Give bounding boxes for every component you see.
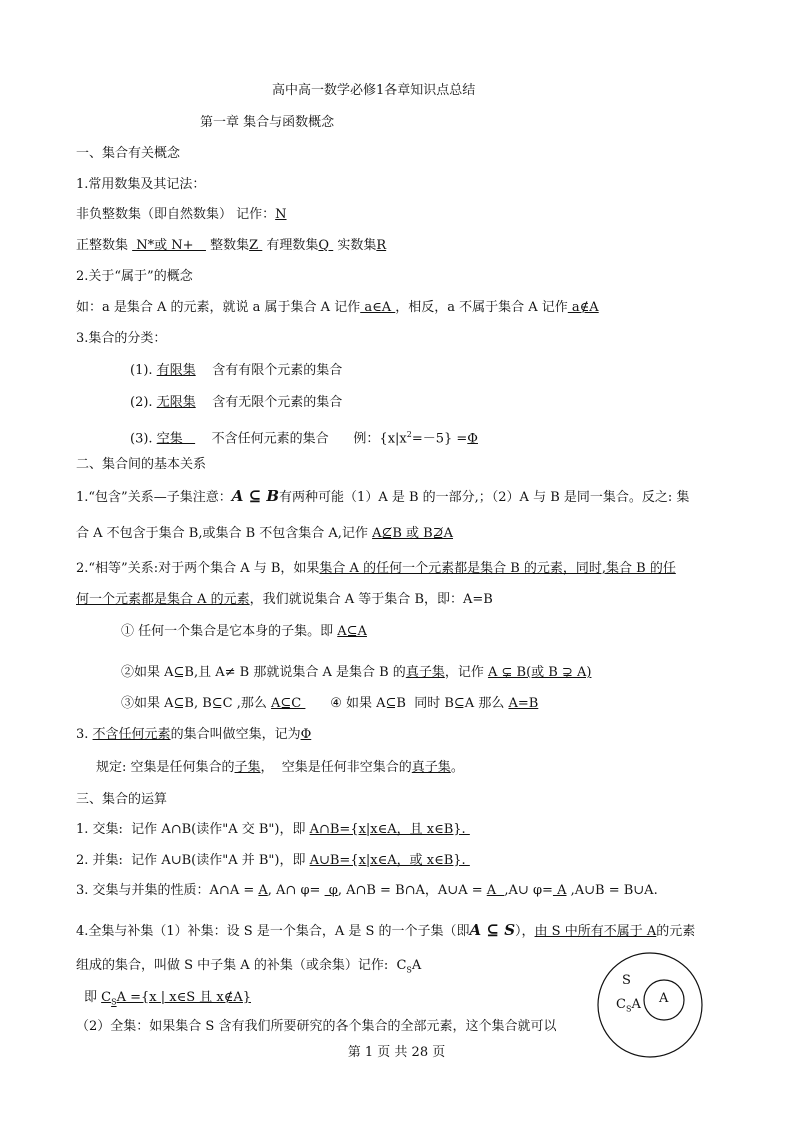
venn-label-complement [616,997,641,1014]
underlined-answer: 由 S 中所有不属于 A [534,924,657,939]
text-segment: ）， [515,924,535,939]
underlined-answer: A [552,883,567,898]
paragraph [76,1018,556,1036]
underlined-answer: A=B [508,696,539,711]
paragraph [76,957,421,980]
text-segment: 2.“相等”关系:对于两个集合 A 与 B，如果 [76,561,320,576]
list-item [130,426,478,448]
text-segment: 一、集合有关概念 [76,146,181,161]
venn-label-s: S [622,973,631,988]
underlined-answer: Φ [300,727,312,742]
underlined-answer: A∪B={x|x∈A，或 x∈B}. [309,853,470,868]
text-segment: 的集合叫做空集，记为 [170,727,301,742]
paragraph [76,237,386,255]
text-segment: 含有无限个元素的集合 [195,395,343,410]
text-segment: 1. 交集: 记作 A∩B(读作"A 交 B")，即 [76,822,310,837]
text-segment: , A∩B = B∩A，A∪A = [337,883,487,898]
page-footer: 第 1 页 共 28 页 [347,1045,446,1060]
paragraph [76,882,658,900]
text-segment: 规定: 空集是任何集合的 [96,760,235,775]
chapter-title [200,114,334,132]
underlined-answer: N*或 N+ [132,238,206,253]
section-heading [76,456,206,474]
text-segment: (2). [130,395,157,410]
text-segment: ① 任何一个集合是它本身的子集。即 [121,624,338,639]
text-segment: 。 [450,760,464,775]
subheading [76,268,193,286]
text-segment: ,A∪B = B∪A. [566,883,658,898]
underlined-answer: 空集 [156,431,196,447]
venn-sub: S [625,1004,632,1014]
underlined-answer: 不含任何元素 [92,727,171,742]
paragraph [76,821,470,839]
section-heading [76,145,180,163]
paragraph [84,989,251,1012]
text-segment: 如：a 是集合 A 的元素，就说 a 属于集合 A 记作 [76,300,361,315]
paragraph [76,206,287,224]
underlined-answer: R [376,238,387,253]
text-segment: 3. 交集与并集的性质：A∩A = [76,883,259,898]
underlined-answer: A⊆C [271,696,306,711]
underlined-answer: Z [249,238,263,253]
text-segment: 第一章 集合与函数概念 [200,115,335,130]
paragraph [76,591,493,609]
paragraph [76,726,311,744]
venn-c: C [616,997,626,1012]
underlined-answer: A⊈B 或 B⊉A [372,526,454,541]
list-item [130,394,342,412]
text-segment: 整数集 [205,238,250,253]
text-segment: 实数集 [333,238,377,253]
underlined-answer: A ={x | x∈S 且 x∉A} [116,990,251,1005]
math-expression: A ⊆ S [469,921,516,939]
text-segment: 高中高一数学必修1各章知识点总结 [272,83,476,98]
text-segment: 组成的集合，叫做 S 中子集 A 的补集（或余集）记作: C [76,958,407,973]
text-segment: 1.常用数集及其记法： [76,177,206,192]
text-segment: ②如果 A⊆B,且 A≠ B 那就说集合 A 是集合 B 的 [121,665,406,680]
text-segment: ,A∪ φ= [504,883,553,898]
text-segment: 的元素 [656,924,696,939]
text-segment: (1). [130,363,157,378]
universal-set-circle [598,953,702,1057]
underlined-answer: N [275,207,287,222]
paragraph [76,852,470,870]
list-item [121,623,367,641]
underlined-answer: A [486,883,505,898]
text-segment: 1.“包含”关系—子集注意： [76,490,232,505]
underlined-answer: 子集 [234,760,261,775]
text-segment: 2.关于“属于”的概念 [76,269,193,284]
underlined-answer: 有限集 [156,363,196,378]
text-segment: 有理数集 [262,238,319,253]
subheading [76,330,166,348]
paragraph [76,299,599,317]
subheading [76,176,205,194]
underlined-answer: 何一个元素都是集合 A 的元素 [76,592,250,607]
underlined-answer: 集合 A 的任何一个元素都是集合 B 的元素，同时,集合 B 的任 [319,561,676,576]
text-segment: 2 [406,430,412,439]
text-segment: 不含任何元素的集合 例：{x|x [195,431,407,447]
text-segment: 即 [84,990,102,1005]
paragraph [76,560,676,578]
underlined-answer: 真子集 [405,665,445,680]
text-segment: 3. [76,727,93,742]
text-segment: ，记作 [444,665,488,680]
text-segment: 3.集合的分类： [76,331,167,346]
underlined-answer: A⊆A [337,624,367,639]
underlined-answer: A [258,883,268,898]
paragraph [76,487,689,507]
paragraph [76,525,453,543]
text-segment: ④ 如果 A⊆B 同时 B⊆A 那么 [305,696,509,711]
text-segment: 正整数集 [76,238,133,253]
paragraph [96,759,464,777]
text-segment: ，相反，a 不属于集合 A 记作 [395,300,568,315]
text-segment: S [406,965,412,975]
text-segment: 有两种可能（1）A 是 B 的一部分,；（2）A 与 B 是同一集合。反之: 集 [279,490,690,505]
venn-a: A [631,997,641,1012]
venn-label-a: A [659,991,669,1006]
text-segment: 非负整数集（即自然数集） 记作： [76,207,276,222]
list-item [130,362,342,380]
math-expression: A ⊆ B [231,487,280,505]
underlined-answer: 无限集 [156,395,196,410]
underlined-answer: C [101,990,112,1005]
text-segment: ，我们就说集合 A 等于集合 B，即：A=B [249,592,493,607]
section-heading [76,791,167,809]
underlined-answer: Q [318,238,334,253]
text-segment: (3). [130,431,157,447]
underlined-answer: Φ [467,431,478,447]
text-segment: 含有有限个元素的集合 [195,363,343,378]
underlined-answer: S [111,997,117,1007]
underlined-answer: φ [324,883,338,898]
text-segment: =－5} = [411,431,468,447]
text-segment: ， 空集是任何非空集合的 [260,760,412,775]
list-item [121,664,591,682]
text-segment: （2）全集：如果集合 S 含有我们所要研究的各个集合的全部元素，这个集合就可以 [76,1019,557,1034]
text-segment: 4.全集与补集（1）补集：设 S 是一个集合，A 是 S 的一个子集（即 [76,924,470,939]
text-segment: 二、集合间的基本关系 [76,457,207,472]
list-item [121,695,538,713]
document-title [272,82,475,100]
underlined-answer: A ⊊ B(或 B ⊋ A) [487,665,592,680]
underlined-answer: A∩B={x|x∈A，且 x∈B}. [309,822,470,837]
text-segment: 三、集合的运算 [76,792,168,807]
text-segment: A [411,958,422,973]
text-segment: , A∩ φ= [267,883,325,898]
paragraph [76,921,695,941]
underlined-answer: a∉A [567,300,599,315]
text-segment: ③如果 A⊆B, B⊆C ,那么 [121,696,272,711]
text-segment: 合 A 不包含于集合 B,或集合 B 不包含集合 A,记作 [76,526,373,541]
text-segment: 2. 并集: 记作 A∪B(读作"A 并 B")，即 [76,853,310,868]
underlined-answer: 真子集 [411,760,451,775]
underlined-answer: a∈A [360,300,396,315]
